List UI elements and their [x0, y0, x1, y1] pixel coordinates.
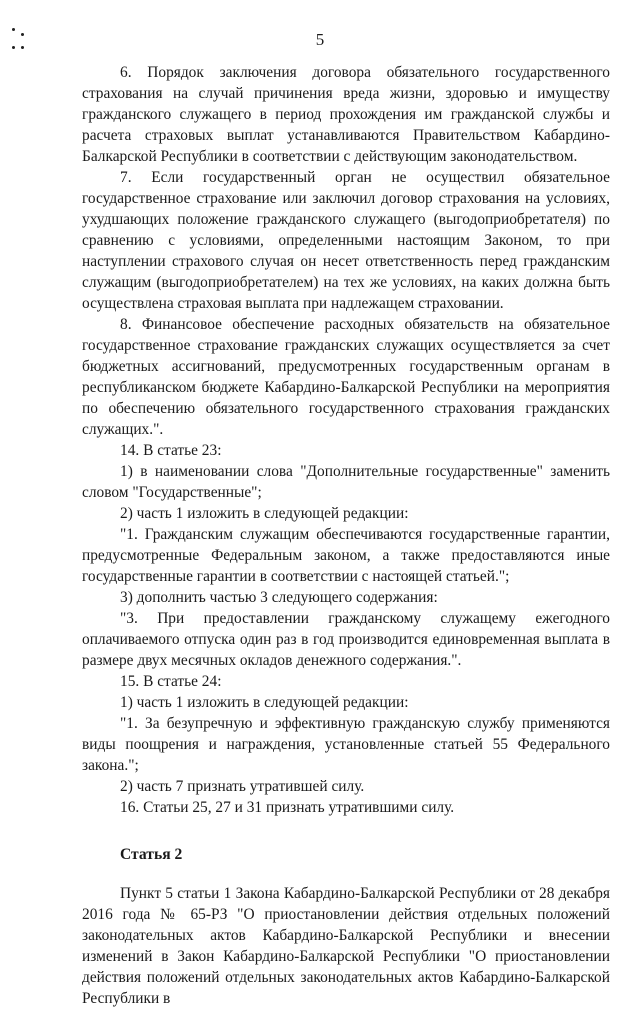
- article-2-paragraph: Пункт 5 статьи 1 Закона Кабардино-Балкарской Республики от 28 декабря 2016 года № 65-РЗ "О приостановлении действия отдельных положений законодательных актов Кабардино-Балкарской Республики и внесении изменений в Закон Кабардино-Балкарской Республики "О приостановлении действия положений отдельных законодательных актов Кабардино-Балкарской Республики в: [82, 885, 610, 1007]
- item-15-sub-1-text: "1. За безупречную и эффективную гражданскую службу применяются виды поощрения и награждения, установленные статьей 55 Федерального закона.";: [82, 715, 610, 774]
- item-14-sub-2-text: "1. Гражданским служащим обеспечиваются государственные гарантии, предусмотренные Федеральным законом, а также предоставляются иные государственные гарантии в соответствии с настоящей статьей.";: [82, 526, 610, 585]
- item-14-sub-3-text: "3. При предоставлении гражданскому служащему ежегодного оплачиваемого отпуска один раз в год производится единовременная выплата в размере двух месячных окладов денежного содержания.".: [82, 610, 610, 669]
- item-15-sub-1: 1) часть 1 изложить в следующей редакции:: [120, 694, 409, 711]
- paragraph-7: 7. Если государственный орган не осуществил обязательное государственное страхование или заключил договор страхования на условиях, ухудшающих положение гражданского служащего (выгодоприобретателя) по сравнению с условиями, определенными настоящим Законом, то при наступлении страхового случая он несет ответственность перед гражданским служащим (выгодоприобретателем) на тех же условиях, на каких должна быть осуществлена страховая выплата при надлежащем страховании.: [82, 169, 610, 312]
- page-number: 5: [315, 30, 325, 49]
- item-14-sub-2: 2) часть 1 изложить в следующей редакции:: [120, 505, 409, 522]
- paragraph-8: 8. Финансовое обеспечение расходных обязательств на обязательное государственное страхование гражданских служащих осуществляется за счет бюджетных ассигнований, предусмотренных государственным органам в республиканском бюджете Кабардино-Балкарской Республики на мероприятия по обеспечению обязательного государственного страхования гражданских служащих.".: [82, 316, 610, 438]
- item-15-sub-2: 2) часть 7 признать утратившей силу.: [120, 778, 365, 795]
- document-body: [82, 62, 610, 1009]
- item-14-sub-3: 3) дополнить частью 3 следующего содержания:: [120, 589, 438, 606]
- item-14-sub-1: 1) в наименовании слова "Дополнительные государственные" заменить словом "Государственные";: [82, 463, 610, 501]
- item-16: 16. Статьи 25, 27 и 31 признать утратившими силу.: [120, 799, 455, 816]
- article-heading: Статья 2: [120, 846, 183, 863]
- paragraph-6: 6. Порядок заключения договора обязательного государственного страхования на случай причинения вреда жизни, здоровью и имуществу гражданского служащего в период прохождения им гражданской службы и расчета страховых выплат устанавливаются Правительством Кабардино-Балкарской Республики в соответствии с действующим законодательством.: [82, 64, 610, 165]
- item-15: 15. В статье 24:: [120, 673, 222, 690]
- item-14: 14. В статье 23:: [120, 442, 222, 459]
